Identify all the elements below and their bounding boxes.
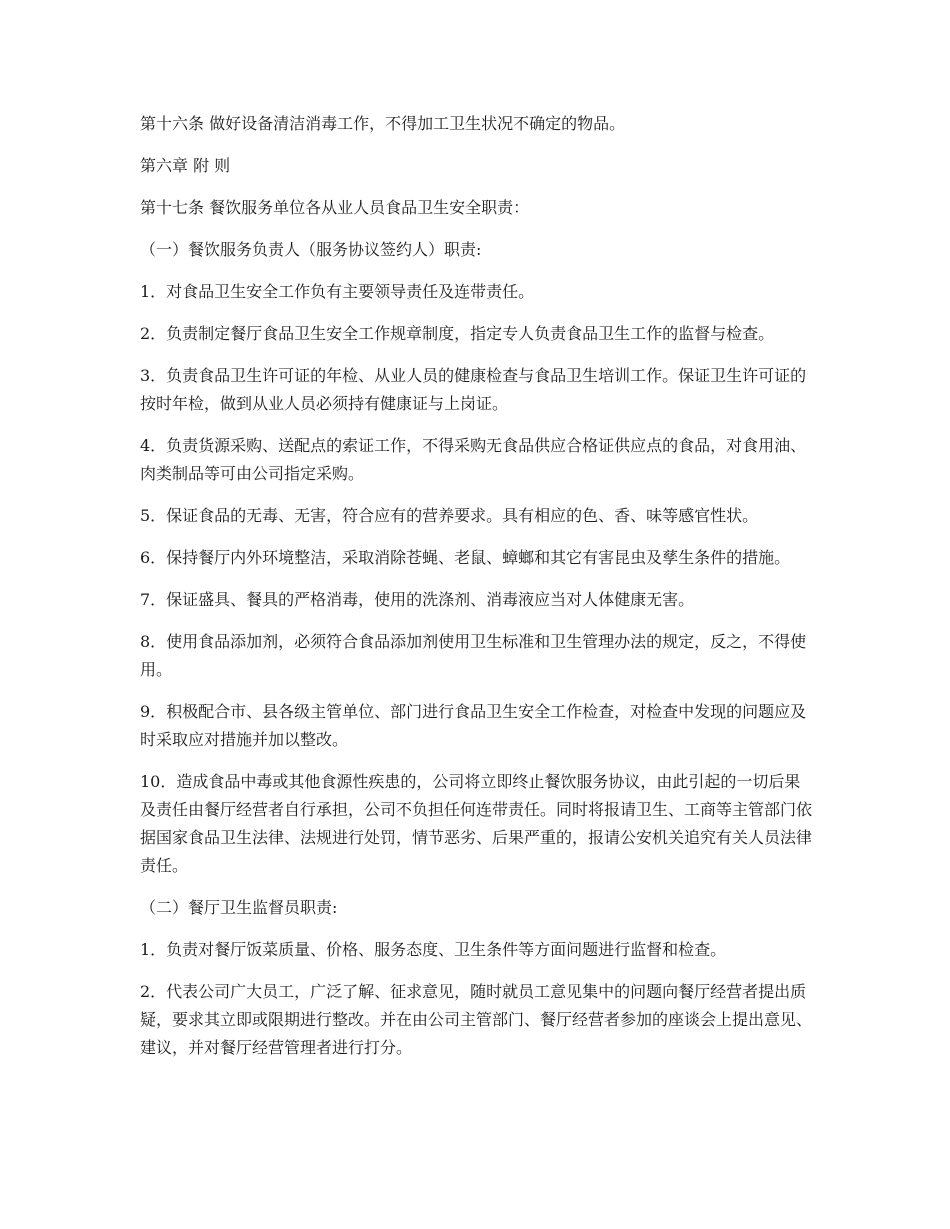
section-1-item-9: 9．积极配合市、县各级主管单位、部门进行食品卫生安全工作检查，对检查中发现的问题应及时采取应对措施并加以整改。 [140,702,807,749]
section-1-item-6: 6．保持餐厅内外环境整洁，采取消除苍蝇、老鼠、蟑螂和其它有害昆虫及孳生条件的措施。 [140,548,791,567]
section-1-item-7: 7．保证盛具、餐具的严格消毒，使用的洗涤剂、消毒液应当对人体健康无害。 [140,590,695,609]
section-2-item-1: 1．负责对餐厅饭菜质量、价格、服务态度、卫生条件等方面问题进行监督和检查。 [140,940,727,959]
article-16: 第十六条 做好设备清洁消毒工作，不得加工卫生状况不确定的物品。 [140,114,626,133]
section-1-item-10: 10．造成食品中毒或其他食源性疾患的，公司将立即终止餐饮服务协议，由此引起的一切后果及责任由餐厅经营者自行承担，公司不负担任何连带责任。同时将报请卫生、工商等主管部门依据国家食品卫生法律、法规进行处罚，情节恶劣、后果严重的，报请公安机关追究有关人员法律责任。 [140,772,813,875]
section-1-item-8: 8．使用食品添加剂，必须符合食品添加剂使用卫生标准和卫生管理办法的规定，反之，不得使用。 [140,632,807,679]
section-1-heading: （一）餐饮服务负责人（服务协议签约人）职责: [140,240,482,259]
section-1-item-5: 5．保证食品的无毒、无害，符合应有的营养要求。具有相应的色、香、味等感官性状。 [140,506,759,525]
section-1-item-2: 2．负责制定餐厅食品卫生安全工作规章制度，指定专人负责食品卫生工作的监督与检查。 [140,324,775,343]
section-2-item-2: 2．代表公司广大员工，广泛了解、征求意见，随时就员工意见集中的问题向餐厅经营者提出质疑，要求其立即或限期进行整改。并在由公司主管部门、餐厅经营者参加的座谈会上提出意见、建议，并对餐厅经营管理者进行打分。 [140,982,813,1057]
chapter-6-heading: 第六章 附 则 [140,156,231,175]
section-1-item-1: 1．对食品卫生安全工作负有主要领导责任及连带责任。 [140,282,535,301]
section-1-item-3: 3．负责食品卫生许可证的年检、从业人员的健康检查与食品卫生培训工作。保证卫生许可证的按时年检，做到从业人员必须持有健康证与上岗证。 [140,366,807,413]
article-17: 第十七条 餐饮服务单位各从业人员食品卫生安全职责： [140,198,530,217]
section-2-heading: （二）餐厅卫生监督员职责: [140,898,338,917]
document-body [140,110,812,1076]
section-1-item-4: 4．负责货源采购、送配点的索证工作，不得采购无食品供应合格证供应点的食品，对食用油、肉类制品等可由公司指定采购。 [140,436,807,483]
